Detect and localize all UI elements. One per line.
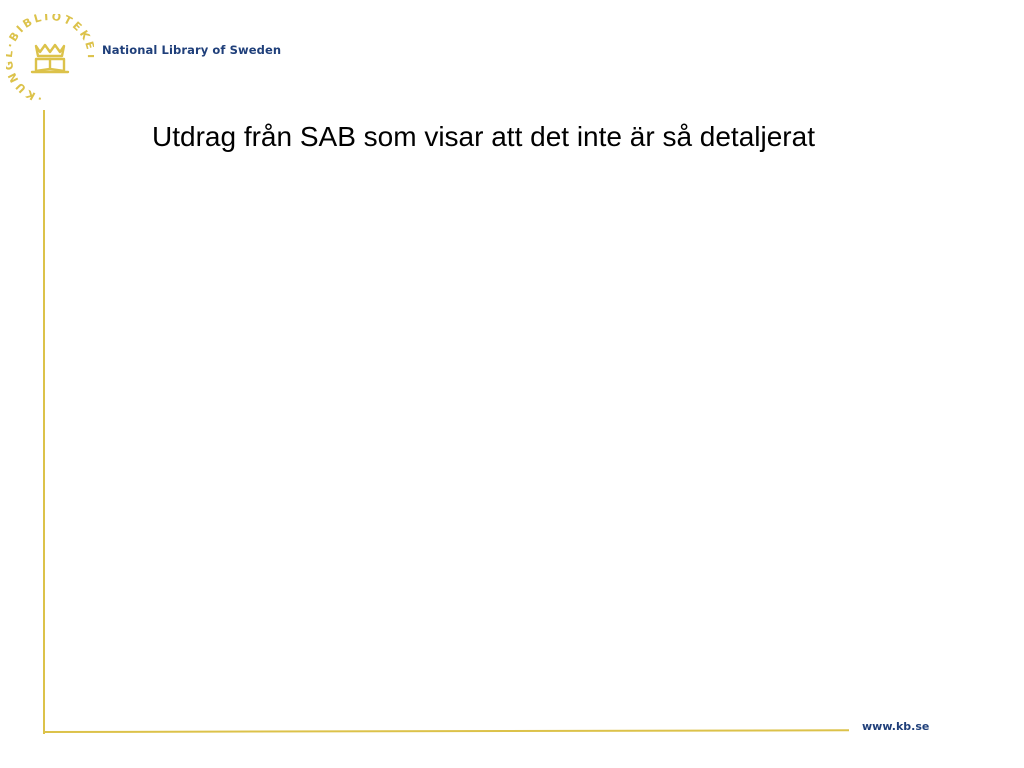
frame-horizontal-line — [43, 729, 849, 733]
brand-name: National Library of Sweden — [102, 43, 282, 57]
slide-title: Utdrag från SAB som visar att det inte är så detaljerat — [152, 121, 815, 152]
footer-url-link[interactable]: www.kb.se — [862, 720, 930, 733]
frame-vertical-line — [43, 110, 45, 734]
royal-library-crown-seal-icon — [6, 14, 94, 102]
svg-text:·KUNGL·BIBLIOTEKET: ·KUN BIBLIOTEK — [6, 14, 94, 102]
